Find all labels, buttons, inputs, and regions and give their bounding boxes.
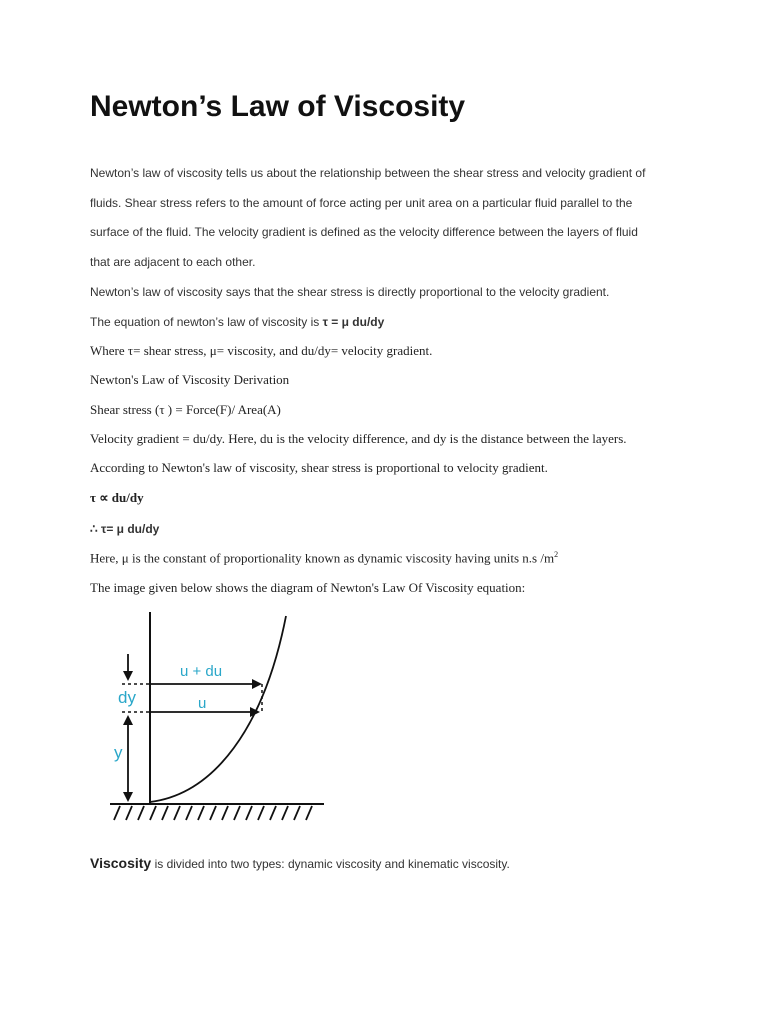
arrow-u-plus-du-head bbox=[252, 679, 262, 689]
intro-line-1: Newton’s law of viscosity tells us about the relationship between the shear stress and velocity gradient of bbox=[90, 166, 646, 180]
y-arrow-top-head bbox=[123, 715, 133, 725]
proportional-equation: τ ∝ du/dy bbox=[90, 490, 144, 505]
constant-text: Here, μ is the constant of proportionality known as dynamic viscosity having units n.s /m bbox=[90, 550, 555, 566]
page-title: Newton’s Law of Viscosity bbox=[90, 90, 466, 123]
footer-line bbox=[90, 855, 510, 871]
footer-rest: is divided into two types: dynamic viscosity and kinematic viscosity. bbox=[151, 857, 510, 871]
dy-arrow-head bbox=[123, 671, 133, 681]
intro-line-3: surface of the fluid. The velocity gradient is defined as the velocity difference between the layers of fluid bbox=[90, 225, 638, 239]
label-u-plus-du: u + du bbox=[180, 663, 223, 680]
shear-stress-line: Shear stress (τ ) = Force(F)/ Area(A) bbox=[90, 402, 281, 417]
equation-line bbox=[90, 315, 384, 329]
label-dy: dy bbox=[118, 688, 136, 707]
derivation-heading: Newton's Law of Viscosity Derivation bbox=[90, 372, 290, 387]
law-statement: Newton’s law of viscosity says that the shear stress is directly proportional to the velocity gradient. bbox=[90, 285, 610, 299]
unit-superscript: 2 bbox=[554, 550, 559, 559]
viscosity-diagram bbox=[104, 608, 334, 828]
arrow-u-head bbox=[250, 707, 260, 717]
proportional-line: According to Newton's law of viscosity, shear stress is proportional to velocity gradient. bbox=[90, 460, 548, 475]
intro-line-4: that are adjacent to each other. bbox=[90, 255, 256, 269]
velocity-profile-curve bbox=[150, 616, 286, 802]
image-intro-line: The image given below shows the diagram of Newton's Law Of Viscosity equation: bbox=[90, 580, 526, 595]
constant-line bbox=[90, 550, 558, 566]
intro-line-2: fluids. Shear stress refers to the amount of force acting per unit area on a particular fluid parallel to the bbox=[90, 196, 633, 210]
label-y: y bbox=[114, 743, 123, 762]
ground-hatching bbox=[114, 806, 312, 820]
velocity-gradient-line: Velocity gradient = du/dy. Here, du is the velocity difference, and dy is the distance between the layers. bbox=[90, 431, 627, 446]
y-arrow-bottom-head bbox=[123, 792, 133, 802]
label-u: u bbox=[198, 695, 207, 712]
where-line: Where τ= shear stress, μ= viscosity, and du/dy= velocity gradient. bbox=[90, 343, 433, 358]
equation: τ = μ du/dy bbox=[322, 315, 385, 329]
equation-intro: The equation of newton’s law of viscosity is bbox=[90, 315, 323, 329]
footer-term: Viscosity bbox=[90, 855, 152, 871]
therefore-equation: ∴ τ= μ du/dy bbox=[90, 522, 160, 536]
